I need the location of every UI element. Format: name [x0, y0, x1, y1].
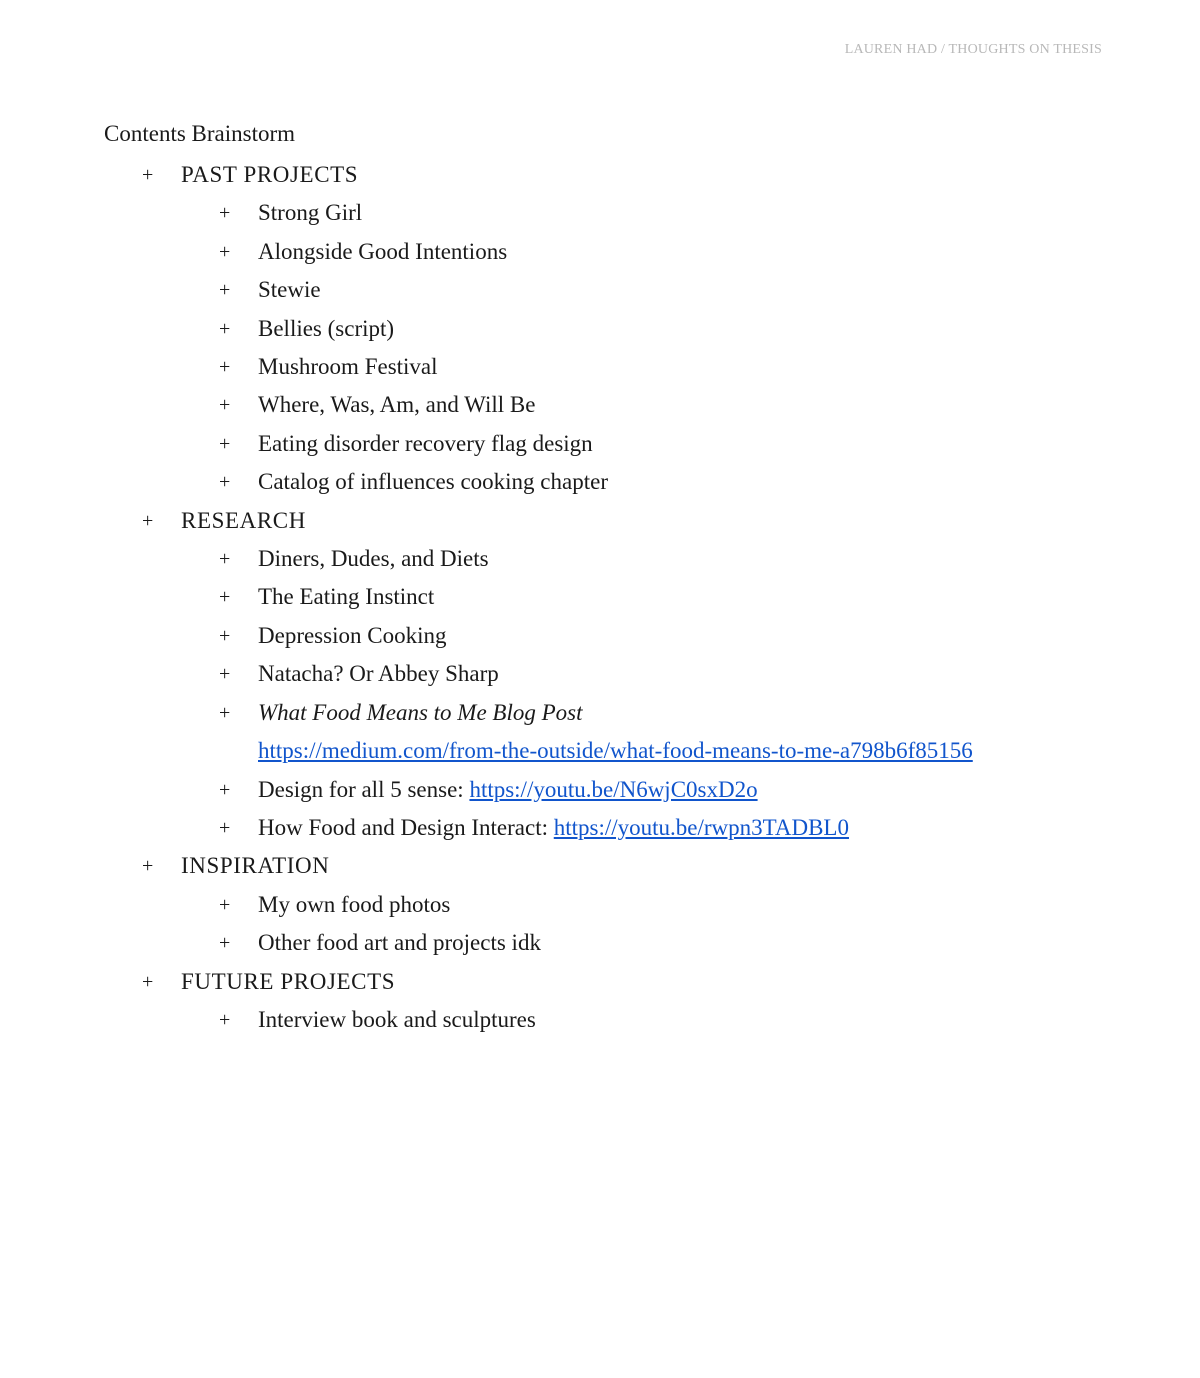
plus-bullet-icon: +	[219, 356, 231, 379]
running-header: LAUREN HAD / THOUGHTS ON THESIS	[844, 42, 1102, 57]
list-item	[104, 1001, 1104, 1039]
plus-bullet-icon: +	[219, 932, 231, 955]
plus-bullet-icon: +	[219, 663, 231, 686]
list-item-text: Alongside Good Intentions	[258, 238, 508, 264]
section-future-projects	[104, 963, 1104, 1001]
plus-bullet-icon: +	[219, 317, 231, 340]
blog-post-link[interactable]: https://medium.com/from-the-outside/what-food-means-to-me-a798b6f85156	[258, 738, 973, 764]
list-item-text: My own food photos	[258, 891, 451, 917]
section-heading: PAST PROJECTS	[181, 162, 359, 187]
section-heading: INSPIRATION	[181, 853, 330, 879]
plus-bullet-icon: +	[219, 586, 231, 609]
list-item-text: The Eating Instinct	[258, 584, 435, 610]
plus-bullet-icon: +	[142, 970, 154, 993]
list-item	[104, 886, 1104, 924]
list-item-text: Diners, Dudes, and Diets	[258, 546, 489, 572]
plus-bullet-icon: +	[219, 240, 231, 263]
plus-bullet-icon: +	[219, 279, 231, 302]
list-item	[104, 386, 1104, 424]
list-item-text: How Food and Design Interact:	[258, 814, 554, 840]
list-item-text: Stewie	[258, 277, 321, 303]
list-item-text: Design for all 5 sense:	[258, 776, 470, 802]
plus-bullet-icon: +	[219, 394, 231, 417]
plus-bullet-icon: +	[219, 624, 231, 647]
plus-bullet-icon: +	[219, 778, 231, 801]
section-inspiration	[104, 847, 1104, 885]
food-design-video-link[interactable]: https://youtu.be/rwpn3TADBL0	[553, 814, 849, 840]
list-item	[104, 310, 1104, 348]
plus-bullet-icon: +	[219, 432, 231, 455]
blog-post-title: What Food Means to Me Blog Post	[258, 699, 583, 725]
document-body	[104, 118, 1104, 1039]
design-senses-video-link[interactable]: https://youtu.be/N6wjC0sxD2o	[469, 776, 758, 802]
section-research	[104, 502, 1104, 540]
plus-bullet-icon: +	[219, 816, 231, 839]
list-item-blog-post	[104, 694, 1104, 732]
list-item	[104, 271, 1104, 309]
list-item-text: Where, Was, Am, and Will Be	[258, 392, 536, 418]
list-item-design-senses	[104, 771, 1104, 809]
document-title: Contents Brainstorm	[104, 121, 296, 146]
section-heading: FUTURE PROJECTS	[181, 968, 396, 994]
list-item	[104, 578, 1104, 616]
plus-bullet-icon: +	[219, 202, 231, 225]
list-item-text: Other food art and projects idk	[258, 930, 541, 956]
list-item	[104, 233, 1104, 271]
list-item	[104, 617, 1104, 655]
plus-bullet-icon: +	[219, 1008, 231, 1031]
plus-bullet-icon: +	[219, 701, 231, 724]
list-item-text: Interview book and sculptures	[258, 1006, 536, 1032]
section-heading: RESEARCH	[181, 507, 306, 533]
plus-bullet-icon: +	[142, 164, 154, 186]
plus-bullet-icon: +	[219, 548, 231, 571]
list-item	[104, 924, 1104, 962]
list-item-text: Natacha? Or Abbey Sharp	[258, 661, 499, 687]
list-item-text: Mushroom Festival	[258, 354, 438, 380]
list-item-food-design	[104, 809, 1104, 847]
list-item	[104, 194, 1104, 232]
list-item-text: Strong Girl	[258, 200, 363, 226]
list-item-text: Catalog of influences cooking chapter	[258, 469, 608, 495]
plus-bullet-icon: +	[219, 893, 231, 916]
plus-bullet-icon: +	[142, 855, 154, 878]
list-item	[104, 463, 1104, 501]
list-item	[104, 348, 1104, 386]
blog-post-link-line	[104, 732, 1104, 770]
section-past-projects	[104, 156, 1104, 194]
list-item	[104, 425, 1104, 463]
list-item	[104, 655, 1104, 693]
list-item-text: Bellies (script)	[258, 315, 395, 341]
list-item-text: Eating disorder recovery flag design	[258, 430, 593, 456]
list-item	[104, 540, 1104, 578]
list-item-text: Depression Cooking	[258, 622, 447, 648]
plus-bullet-icon: +	[142, 509, 154, 532]
plus-bullet-icon: +	[219, 471, 231, 494]
